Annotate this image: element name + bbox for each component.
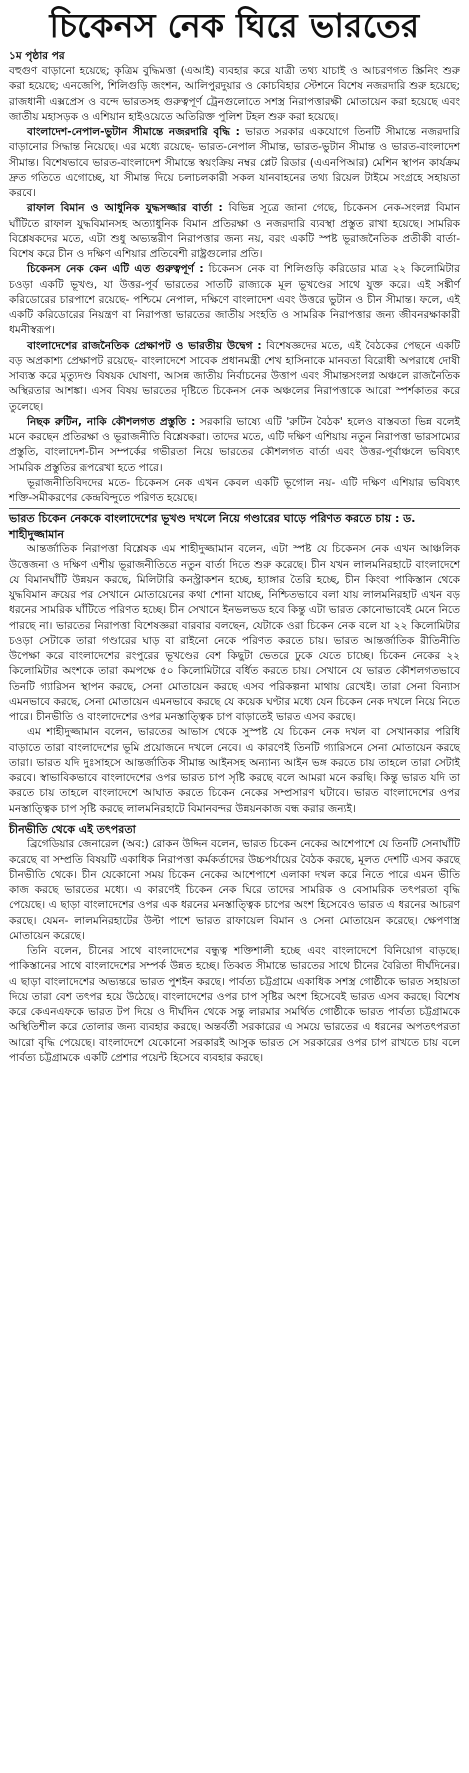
- section-divider: [9, 819, 460, 820]
- section-political-context: [9, 339, 460, 415]
- subhead-border-surveillance: বাংলাদেশ-নেপাল-ভুটান সীমান্তে নজরদারি বৃদ্ধি :: [27, 126, 240, 138]
- section-why-important: [9, 262, 460, 338]
- paragraph-shahiduzzaman-2: এম শাহীদুজ্জামান বলেন, ভারতের আভাস থেকে সুস্পষ্ট যে চিকেন নেক দখল বা সেখানকার পরিধি বাড়াতে তারা বাংলাদেশের ভূমি প্রয়োজনে দখলে নেবে। এ কারণেই তিনটি গ্যারিসনে সেনা মোতায়েন করছে তারা। ভারত যদি দুঃসাহসে আন্তর্জাতিক সীমান্ত আইনসহ অন্যান্য আইন ভঙ্গ করতে চায় তাহলে তারা সেটাই করবে। স্বাভাবিকভাবে বাংলাদেশের ওপর ভারত চাপ সৃষ্টি করছে বলে আমরা মনে করছি। কিন্তু ভারত যদি তা করতে চায় তাহলে বাংলাদেশে আঘাত করতে চিকেন নেকের সম্প্রসারণ ঘটাবে। ভারত বাংলাদেশের ওপর মনস্তাত্ত্বিক চাপ সৃষ্টি করছে লালমনিরহাটে বিমানবন্দর উন্নয়নকাজ বন্ধ করার জন্যই।: [9, 726, 460, 815]
- subhead-rafale: রাফাল বিমান ও আধুনিক যুদ্ধসজ্জার বার্তা :: [27, 202, 223, 215]
- paragraph-intro: বহুগুণ বাড়ানো হয়েছে; কৃত্রিম বুদ্ধিমত্তা (এআই) ব্যবহার করে যাত্রী তথ্য যাচাই ও আচরণগত স্ক্রিনিং শুরু করা হয়েছে; এনজেপি, শিলিগুড়ি জংশন, আলিপুরদুয়ার ও কোচবিহার স্টেশনে বিশেষ নজরদারি শুরু হয়েছে; রাজধানী এক্সপ্রেস ও বন্দে ভারতসহ গুরুত্বপূর্ণ ট্রেনগুলোতে সশস্ত্র নিরাপত্তারক্ষী মোতায়েন করা হয়েছে এবং জাতীয় মহাসড়ক ও এশিয়ান হাইওয়েতে অতিরিক্ত পুলিশ টহল শুরু করা হয়েছে।: [9, 65, 460, 123]
- subhead-political-context: বাংলাদেশের রাজনৈতিক প্রেক্ষাপট ও ভারতীয় উদ্বেগ :: [27, 339, 262, 352]
- paragraph-shahiduzzaman-1: আন্তর্জাতিক নিরাপত্তা বিশ্লেষক এম শাহীদুজ্জামান বলেন, এটা স্পষ্ট যে চিকেনস নেক এখন আঞ্চলিক উত্তেজনা ও দক্ষিণ এশীয় ভূরাজনীতিতে নতুন বার্তা দিতে শুরু করেছে। চীন যখন লালমনিরহাটে বাংলাদেশে যে বিমানঘাঁটি উন্নয়ন করছে, মিলিটারি কনস্ট্রাকশন হচ্ছে, হ্যাঙ্গার তৈরি হচ্ছে, চীন কিংবা পাকিস্তান থেকে যুদ্ধবিমান ক্রয়ের পর সেখানে মোতায়েনের কথা শোনা যাচ্ছে, নিশ্চিতভাবে বলা যায় লালমনিরহাট এখন বড় ধরনের সামরিক ঘাঁটিতে পরিণত হচ্ছে। চীন সেখানে ইনভলভড হবে কিন্তু এটা ভারত কোনোভাবেই মেনে নিতে পারছে না। ভারতের নিরাপত্তা বিশেষজ্ঞরা বারবার বলছেন, যেটাকে ওরা চিকেন নেক বলে যা ২২ কিলোমিটার চওড়া সেটাকে তারা গণ্ডারের ঘাড় বা রাইনো নেকে পরিণত করতে চায়। ভারত আন্তর্জাতিক রীতিনীতি উপেক্ষা করে বাংলাদেশের রংপুরের ভূখণ্ডের বেশ কিছুটা ভেতরে ঢুকে যেতে চাচ্ছে। চিকেন নেকের ২২ কিলোমিটার অংশকে তারা কমপক্ষে ৫০ কিলোমিটারে বর্ধিত করতে চায়। সেখানে যে ভারত কৌশলগতভাবে তিনটি গ্যারিসন স্থাপন করছে, সেনা মোতায়েন করছে এসব পরিকল্পনা মাথায় রেখেই। তারা সেনা বিন্যাস এমনভাবে করছে, সেনা মোতায়েন এমনভাবে করছে যে কয়েক ঘণ্টার মধ্যে যেন চিকেন নেক দখলে নিয়ে নিতে পারে। চীনভীতি ও বাংলাদেশের ওপর মনস্তাত্ত্বিক চাপ বাড়াতেই ভারত এসব করছে।: [9, 543, 460, 723]
- section-border-surveillance: [9, 125, 460, 201]
- section-title-china-fear: চীনভীতি থেকে এই তৎপরতা: [9, 822, 136, 836]
- section-rafale: [9, 201, 460, 262]
- body-border-surveillance: ভারত সরকার একযোগে তিনটি সীমান্তে নজরদারি বাড়ানোর সিদ্ধান্ত নিয়েছে। এর মধ্যে রয়েছে- ভারত-নেপাল সীমান্ত, ভারত-ভুটান সীমান্ত ও ভারত-বাংলাদেশ সীমান্ত। বিশেষভাবে ভারত-বাংলাদেশ সীমান্তে স্বয়ংক্রিয় নম্বর প্লেট রিডার (এএনপিআর) মেশিন স্থাপন কার্যক্রম দ্রুত গতিতে এগোচ্ছে, যা সীমান্ত দিয়ে চলাচলকারী সকল যানবাহনের তথ্য রিয়েল টাইমে সংগ্রহে সহায়তা করবে।: [9, 126, 460, 199]
- body-routine-or-strategy: সরকারি ভাষ্যে এটি 'রুটিন বৈঠক' হলেও বাস্তবতা ভিন্ন বলেই মনে করছেন প্রতিরক্ষা ও ভূরাজনীতি বিশ্লেষকরা। তাদের মতে, এটি দক্ষিণ এশিয়ায় নতুন নিরাপত্তা ভারসাম্যের প্রস্তুতি, বাংলাদেশ-চীন সম্পর্কের গভীরতা নিয়ে ভারতের কৌশলগত বার্তা এবং উত্তর-পূর্বাঞ্চলে ভবিষ্যৎ সামরিক প্রস্তুতির রূপরেখা হতে পারে।: [9, 415, 460, 474]
- section-divider: [9, 508, 460, 509]
- section-routine-or-strategy: [9, 415, 460, 476]
- continuation-note: ১ম পৃষ্ঠার পর: [9, 50, 65, 62]
- body-rafale: বিভিন্ন সূত্রে জানা গেছে, চিকেনস নেক-সংলগ্ন বিমান ঘাঁটিতে রাফাল যুদ্ধবিমানসহ অত্যাধুনিক বিমান প্রতিরক্ষা ও নজরদারি ব্যবস্থা প্রস্তুত রাখা হয়েছে। সামরিক বিশ্লেষকদের মতে, এটা শুধু অভ্যন্তরীণ নিরাপত্তার জন্য নয়, বরং একটি স্পষ্ট ভূরাজনৈতিক প্রতীকী বার্তা-বিশেষ করে চীন ও দক্ষিণ এশিয়ার প্রতিবেশী রাষ্ট্রগুলোর প্রতি।: [9, 202, 460, 260]
- section-title-shahiduzzaman: ভারত চিকেন নেককে বাংলাদেশের ভূখণ্ড দখলে নিয়ে গণ্ডারের ঘাড়ে পরিণত করতে চায় : ড. শাহীদুজ্জামান: [9, 512, 416, 541]
- paragraph-china-fear-2: তিনি বলেন, চীনের সাথে বাংলাদেশের বন্ধুত্ব শক্তিশালী হচ্ছে এবং বাংলাদেশে বিনিয়োগ বাড়ছে। পাকিস্তানের সাথে বাংলাদেশের সম্পর্ক উন্নত হচ্ছে। তিব্বত সীমান্তে ভারতের সাথে চীনের বৈরিতা দীর্ঘদিনের। এ ছাড়া বাংলাদেশের অভ্যন্তরে ভারত পুশইন করছে। পার্বত্য চট্টগ্রামে একাধিক সশস্ত্র গোষ্ঠীকে ভারত সহায়তা দিয়ে তারা বেশ তৎপর হয়ে উঠেছে। বাংলাদেশের ওপর চাপ সৃষ্টির অংশ হিসেবেই ভারত এসব করছে। বিশেষ করে কেএনএফকে ভারত টপ দিয়ে ও দীর্ঘদিন থেকে সন্তু লারমার সমর্থিত গোষ্ঠীকে ভারত পার্বত্য চট্টগ্রামকে অস্থিতিশীল করে তোলার জন্য ব্যবহার করছে। অন্তর্বর্তী সরকারের এ সময়ে ভারতের এ ধরনের অপতৎপরতা আরো বৃদ্ধি পেয়েছে। বাংলাদেশে যেকোনো সরকারই আসুক ভারত সে সরকারের ওপর চাপ রাখতে চায় বলে পার্বত্য চট্টগ্রামকে একটি প্রেশার পয়েন্ট হিসেবে ব্যবহার করছে।: [9, 945, 460, 1064]
- body-why-important: চিকেনস নেক বা শিলিগুড়ি করিডোর মাত্র ২২ কিলোমিটার চওড়া একটি ভূখণ্ড, যা উত্তর-পূর্ব ভারতের সাতটি রাজ্যকে মূল ভূখণ্ডের সাথে যুক্ত করে। এই সঙ্কীর্ণ করিডোরের চারপাশে রয়েছে- পশ্চিমে নেপাল, দক্ষিণে বাংলাদেশ এবং উত্তরে ভুটান ও চীন সীমান্ত। ফলে, এই একটি করিডোরের নিয়ন্ত্রণ বা নিরাপত্তা ভারতের জাতীয় সংহতি ও সামরিক নিরাপত্তার জন্য জীবনরক্ষাকারী ধমনীস্বরূপ।: [9, 263, 460, 337]
- article-headline: চিকেনস নেক ঘিরে ভারতের: [49, 6, 420, 45]
- body-political-context: বিশেষজ্ঞদের মতে, এই বৈঠকের পেছনে একটি বড় অপ্রকাশ্য প্রেক্ষাপট রয়েছে- বাংলাদেশে সাবেক প্রধানমন্ত্রী শেখ হাসিনাকে মানবতা বিরোধী অপরাধে দোষী সাব্যস্ত করে মৃত্যুদণ্ড বিষয়ক ঘোষণা, আসন্ন জাতীয় নির্বাচনের উত্তাপ এবং সীমান্তসংলগ্ন অঞ্চলে রাজনৈতিক অস্থিরতার আশঙ্কা। এসব বিষয় ভারতের দৃষ্টিতে চিকেনস নেক অঞ্চলের নিরাপত্তাকে আরো স্পর্শকাতর করে তুলেছে।: [9, 339, 460, 413]
- paragraph-geopolitics: ভূরাজনীতিবিদদের মতে- চিকেনস নেক এখন কেবল একটি ভূগোল নয়- এটি দক্ষিণ এশিয়ার ভবিষ্যৎ শক্তি-সমীকরণের কেন্দ্রবিন্দুতে পরিণত হয়েছে।: [9, 476, 460, 504]
- paragraph-china-fear-1: ব্রিগেডিয়ার জেনারেল (অব:) রোকন উদ্দিন বলেন, ভারত চিকেন নেকের আশেপাশে যে তিনটি সেনাঘাঁটি করেছে বা সম্প্রতি বিষয়টি একাধিক নিরাপত্তা কর্মকর্তাদের উচ্চপর্যায়ের বৈঠক করছে, মূলত দেশটি এসব করছে চীনভীতি থেকে। চীন যেকোনো সময় চিকেন নেকের আশেপাশে এলাকা দখল করে নিতে পারে এমন ভীতি কাজ করছে ভারতের মধ্যে। এ কারণেই চিকেন নেক ঘিরে তাদের সামরিক ও বেসামরিক তৎপরতা বৃদ্ধি পেয়েছে। এ ছাড়া বাংলাদেশের ওপর এক ধরনের মনস্তাত্ত্বিক চাপের অংশ হিসেবেও ভারত এ ধরনের আচরণ করছে। যেমন- লালমনিরহাটের উল্টা পাশে ভারত রাফায়েল বিমান ও সেনা মোতায়েন করেছে। ক্ষেপণাস্ত্র মোতায়েন করেছে।: [9, 838, 460, 942]
- subhead-routine-or-strategy: নিছক রুটিন, নাকি কৌশলগত প্রস্তুতি :: [27, 415, 196, 428]
- subhead-why-important: চিকেনস নেক কেন এটি এত গুরুত্বপূর্ণ :: [27, 263, 204, 276]
